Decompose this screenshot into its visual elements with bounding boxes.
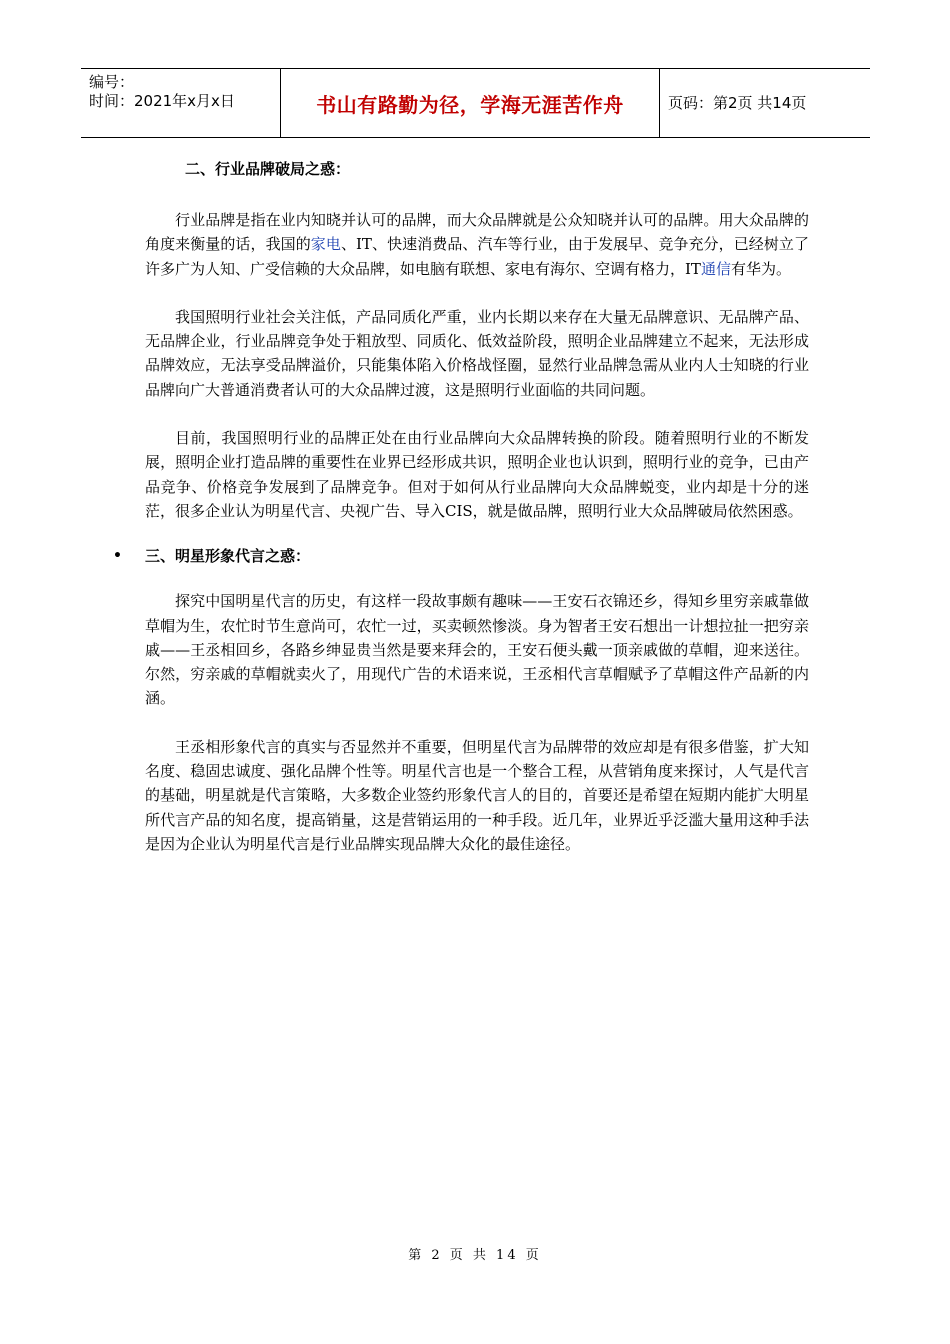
section-heading-3 (113, 545, 809, 567)
page-footer: 第 2 页 共 14 页 (408, 1248, 542, 1263)
header-right-cell (660, 69, 870, 137)
paragraph-text: 、IT、快速消费品、汽车等行业，由于发展早、竞争充分，已经树立了许多广为人知、广受信赖的大众品牌，如电脑有联想、家电有海尔、空调有格力，IT (145, 235, 809, 278)
paragraph-brand-intro (145, 208, 809, 281)
date-label: 时间：2021年x月x日 (89, 92, 235, 110)
hyperlink-jiadian[interactable]: 家电 (310, 235, 341, 254)
section-heading-3-text: 三、明星形象代言之惑： (145, 547, 311, 566)
paragraph-celebrity-effect: 王丞相形象代言的真实与否显然并不重要，但明星代言为品牌带的效应却是有很多借鉴，扩大知名度、稳固忠诚度、强化品牌个性等。明星代言也是一个整合工程，从营销角度来探讨，人气是代言的基础，明星就是代言策略，大多数企业签约形象代言人的目的，首要还是希望在短期内能扩大明星所代言产品的知名度，提高销量，这是营销运用的一种手段。近几年，业界近乎泛滥大量用这种手法是因为企业认为明星代言是行业品牌实现品牌大众化的最佳途径。 (145, 737, 809, 853)
page-header-table (81, 68, 870, 138)
paragraph-brand-transition: 目前，我国照明行业的品牌正处在由行业品牌向大众品牌转换的阶段。随着照明行业的不断发展，照明企业打造品牌的重要性在业界已经形成共识，照明企业也认识到，照明行业的竞争，已由产品竞争、价格竞争发展到了品牌竞争。但对于如何从行业品牌向大众品牌蜕变，业内却是十分的迷茫，很多企业认为明星代言、央视广告、导入CIS，就是做品牌，照明行业大众品牌破局依然困惑。 (145, 429, 809, 520)
paragraph-wang-anshi-story: 探究中国明星代言的历史，有这样一段故事颇有趣味——王安石衣锦还乡，得知乡里穷亲戚靠做草帽为生，农忙时节生意尚可，农忙一过，买卖顿然惨淡。身为智者王安石想出一计想拉扯一把穷亲戚——王丞相回乡，各路乡绅显贵当然是要来拜会的，王安石便头戴一顶亲戚做的草帽，迎来送往。尔然，穷亲戚的草帽就卖火了，用现代广告的术语来说，王丞相代言草帽赋予了草帽这件产品新的内涵。 (145, 592, 809, 708)
document-number-label: 编号： (89, 73, 135, 91)
bullet-icon: • (113, 548, 122, 565)
paragraph-text: 行业品牌是指在业内知晓并认可的品牌，而大众品牌就是公众知晓并认可的品牌。用大众品牌的角度来衡量的话，我国的 (145, 211, 809, 254)
hyperlink-tongxin[interactable]: 通信 (700, 259, 731, 278)
header-left-cell (81, 69, 281, 137)
paragraph-lighting-industry: 我国照明行业社会关注低，产品同质化严重，业内长期以来存在大量无品牌意识、无品牌产品、无品牌企业，行业品牌竞争处于粗放型、同质化、低效益阶段，照明企业品牌建立不起来，无法形成品牌效应，无法享受品牌溢价，只能集体陷入价格战怪圈，显然行业品牌急需从业内人士知晓的行业品牌向广大普通消费者认可的大众品牌过渡，这是照明行业面临的共同问题。 (145, 307, 809, 399)
section-heading-2: 二、行业品牌破局之惑： (185, 160, 351, 178)
header-center-cell (281, 69, 660, 137)
motto-text: 书山有路勤为径，学海无涯苦作舟 (316, 93, 624, 117)
header-page-label: 页码：第2页 共14页 (668, 94, 807, 112)
paragraph-text: 有华为。 (730, 259, 791, 278)
document-body (113, 158, 809, 856)
